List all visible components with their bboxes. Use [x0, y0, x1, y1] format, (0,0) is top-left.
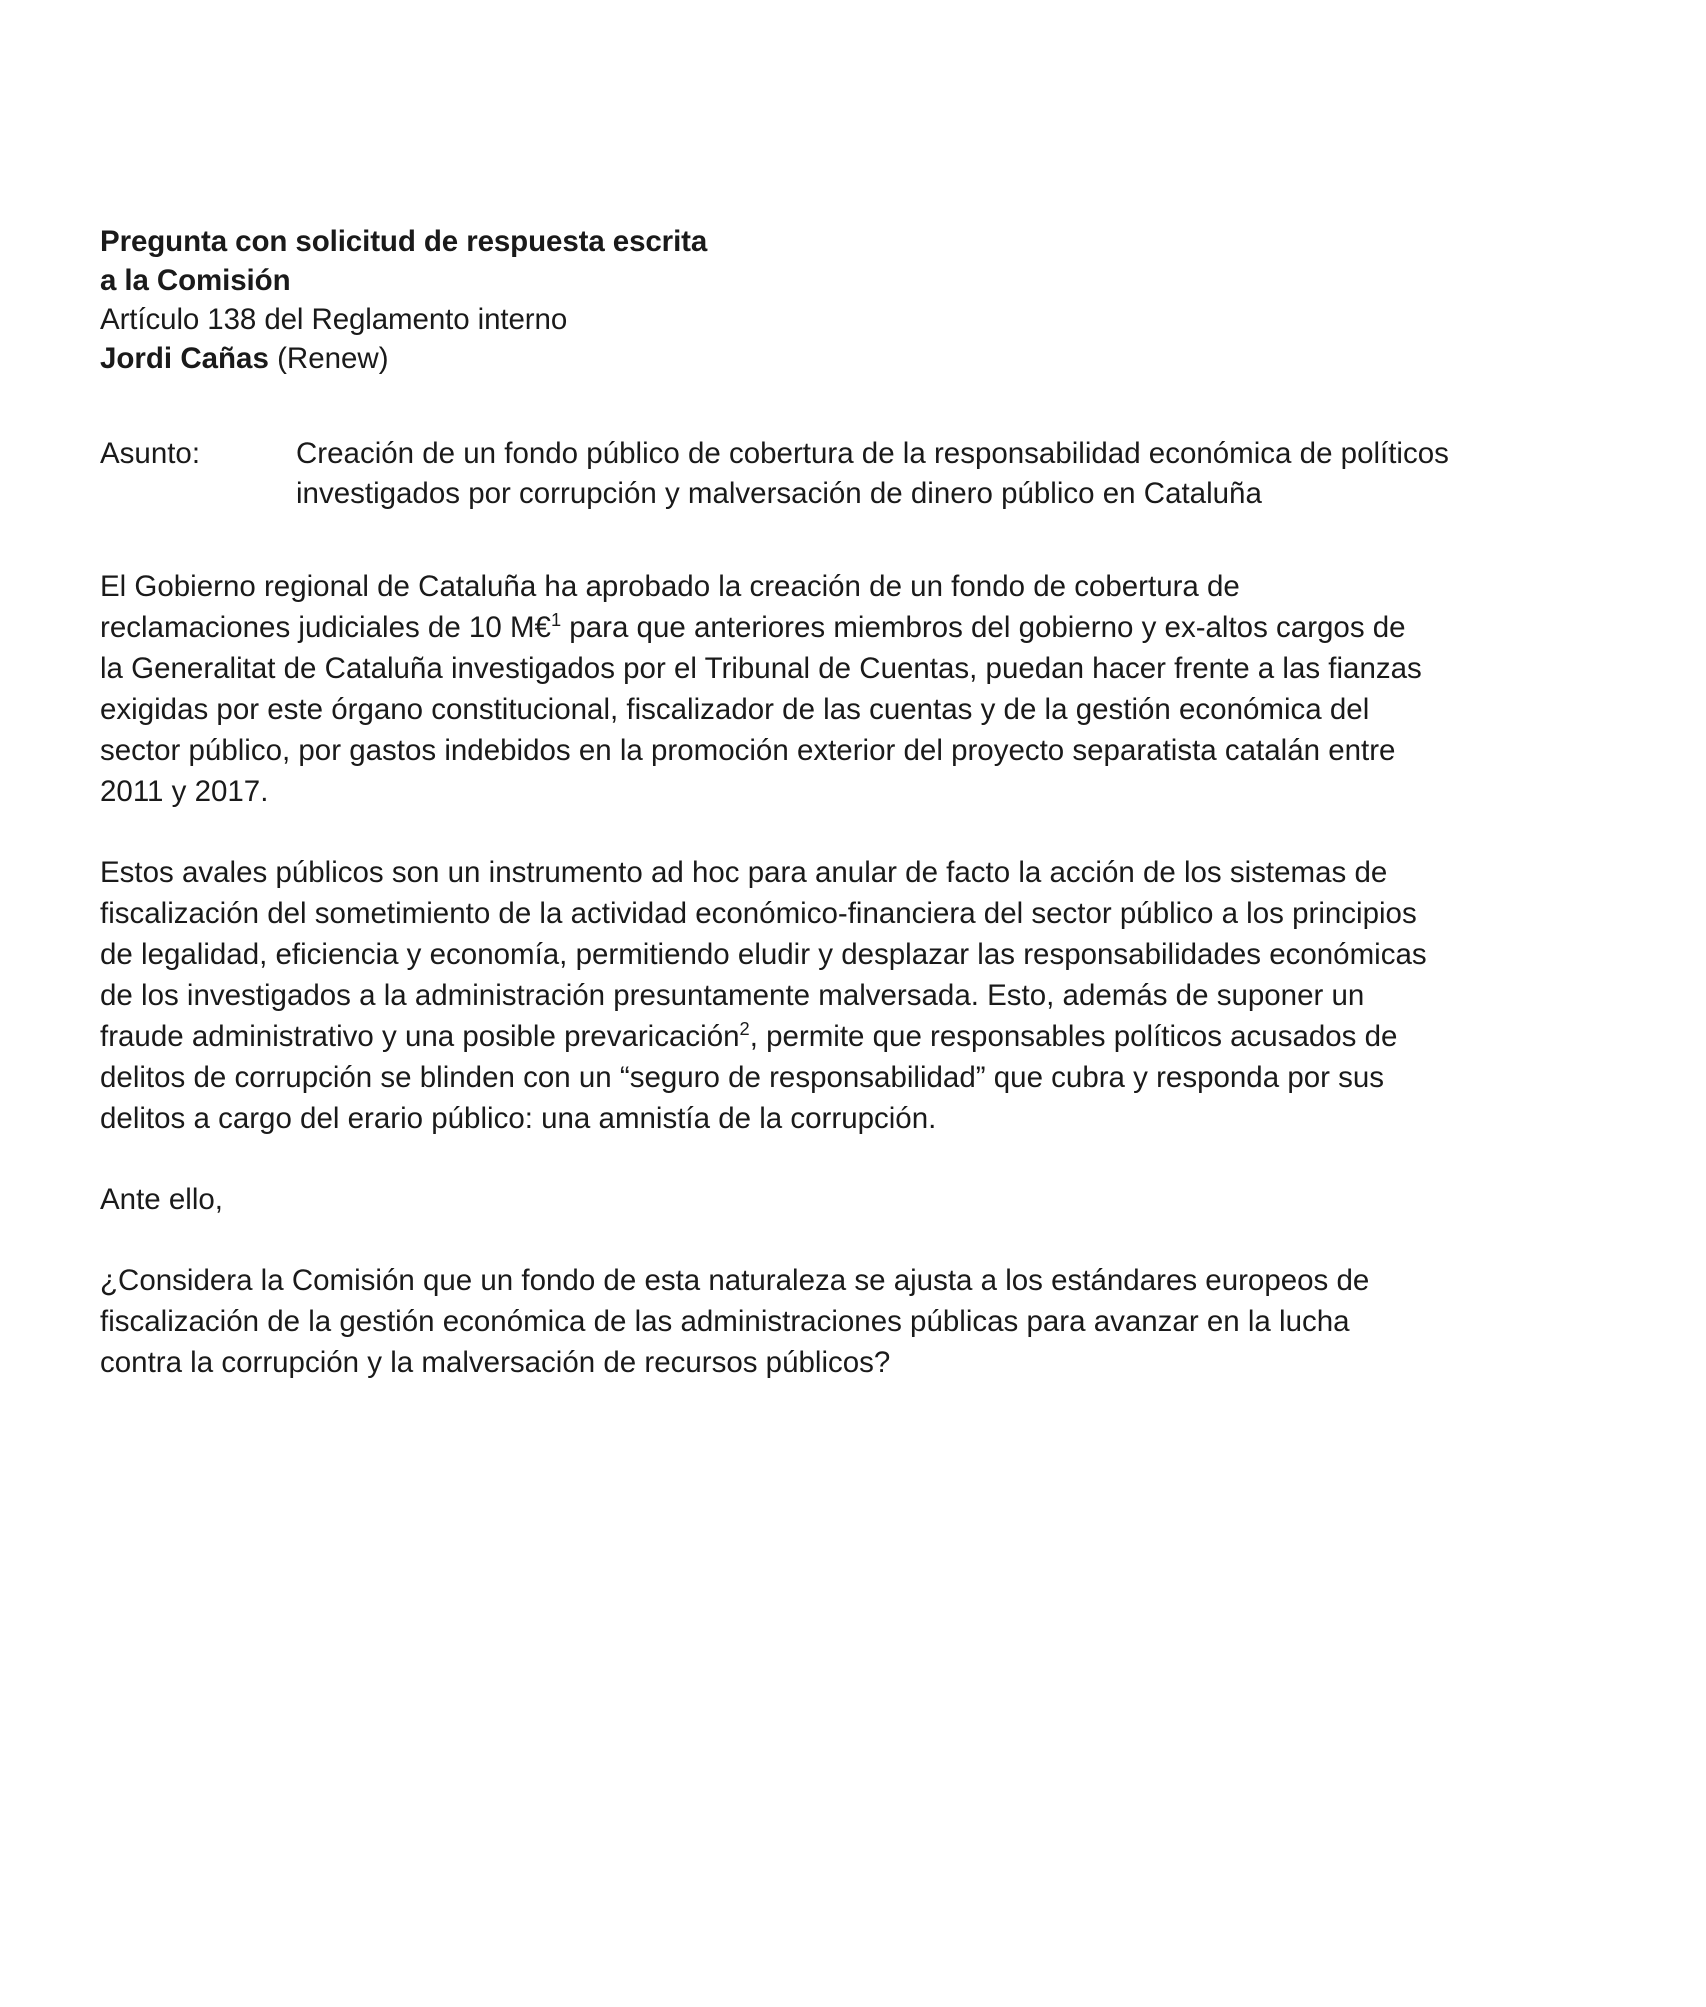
paragraph-2-line-5	[100, 1016, 1645, 1057]
author-political-group: (Renew)	[268, 342, 389, 375]
subject-block	[100, 434, 1645, 514]
paragraph-2-line-3: de legalidad, eficiencia y economía, permitiendo eludir y desplazar las responsabilidades económicas	[100, 938, 1427, 971]
document-body	[100, 222, 1645, 1383]
paragraph-2-line-4: de los investigados a la administración presuntamente malversada. Esto, además de suponer un	[100, 979, 1365, 1012]
subject-text-line-2: investigados por corrupción y malversación de dinero público en Cataluña	[296, 477, 1262, 510]
document-title-line-2: a la Comisión	[100, 264, 291, 297]
paragraph-1-line-2	[100, 607, 1645, 648]
paragraph-1-line-3: la Generalitat de Cataluña investigados por el Tribunal de Cuentas, puedan hacer frente a las fianzas	[100, 652, 1422, 685]
paragraph-2-line-6: delitos de corrupción se blinden con un “seguro de responsabilidad” que cubra y responda por sus	[100, 1061, 1385, 1094]
paragraph-2	[100, 852, 1645, 1139]
paragraph-1-line-6: 2011 y 2017.	[100, 775, 269, 808]
subject-text	[296, 434, 1644, 514]
paragraph-3	[100, 1179, 1645, 1220]
subject-label: Asunto:	[100, 437, 201, 470]
document-title-line-1: Pregunta con solicitud de respuesta escrita	[100, 225, 708, 258]
paragraph-4-line-2: fiscalización de la gestión económica de las administraciones públicas para avanzar en la lucha	[100, 1305, 1350, 1338]
rule-reference: Artículo 138 del Reglamento interno	[100, 303, 568, 336]
paragraph-1-line-2-part-b: para que anteriores miembros del gobierno y ex-altos cargos de	[561, 611, 1406, 644]
paragraph-1-line-5: sector público, por gastos indebidos en la promoción exterior del proyecto separatista catalán entre	[100, 734, 1396, 767]
paragraph-4-question	[100, 1260, 1645, 1383]
paragraph-2-line-5-part-a: fraude administrativo y una posible prevaricación	[100, 1020, 740, 1053]
paragraph-1-line-1: El Gobierno regional de Cataluña ha aprobado la creación de un fondo de cobertura de	[100, 570, 1240, 603]
footnote-marker-2: 2	[739, 1018, 750, 1040]
paragraph-1	[100, 566, 1645, 812]
author-line	[100, 339, 1645, 378]
paragraph-2-line-1: Estos avales públicos son un instrumento ad hoc para anular de facto la acción de los sistemas de	[100, 856, 1388, 889]
paragraph-1-line-2-part-a: reclamaciones judiciales de 10 M€	[100, 611, 551, 644]
paragraph-4-line-1: ¿Considera la Comisión que un fondo de esta naturaleza se ajusta a los estándares europeos de	[100, 1264, 1370, 1297]
paragraph-2-line-2: fiscalización del sometimiento de la actividad económico-financiera del sector público a los principios	[100, 897, 1417, 930]
author-name: Jordi Cañas	[100, 342, 269, 375]
paragraph-2-line-7: delitos a cargo del erario público: una amnistía de la corrupción.	[100, 1102, 937, 1135]
subject-text-line-1: Creación de un fondo público de cobertura de la responsabilidad económica de políticos	[296, 437, 1449, 470]
paragraph-4-line-3: contra la corrupción y la malversación de recursos públicos?	[100, 1346, 891, 1379]
footnote-marker-1: 1	[550, 609, 562, 631]
document-heading	[100, 222, 1645, 378]
paragraph-3-line-1: Ante ello,	[100, 1183, 223, 1216]
paragraph-2-line-5-part-b: , permite que responsables políticos acusados de	[749, 1020, 1398, 1053]
paragraph-1-line-4: exigidas por este órgano constitucional, fiscalizador de las cuentas y de la gestión económica del	[100, 693, 1370, 726]
